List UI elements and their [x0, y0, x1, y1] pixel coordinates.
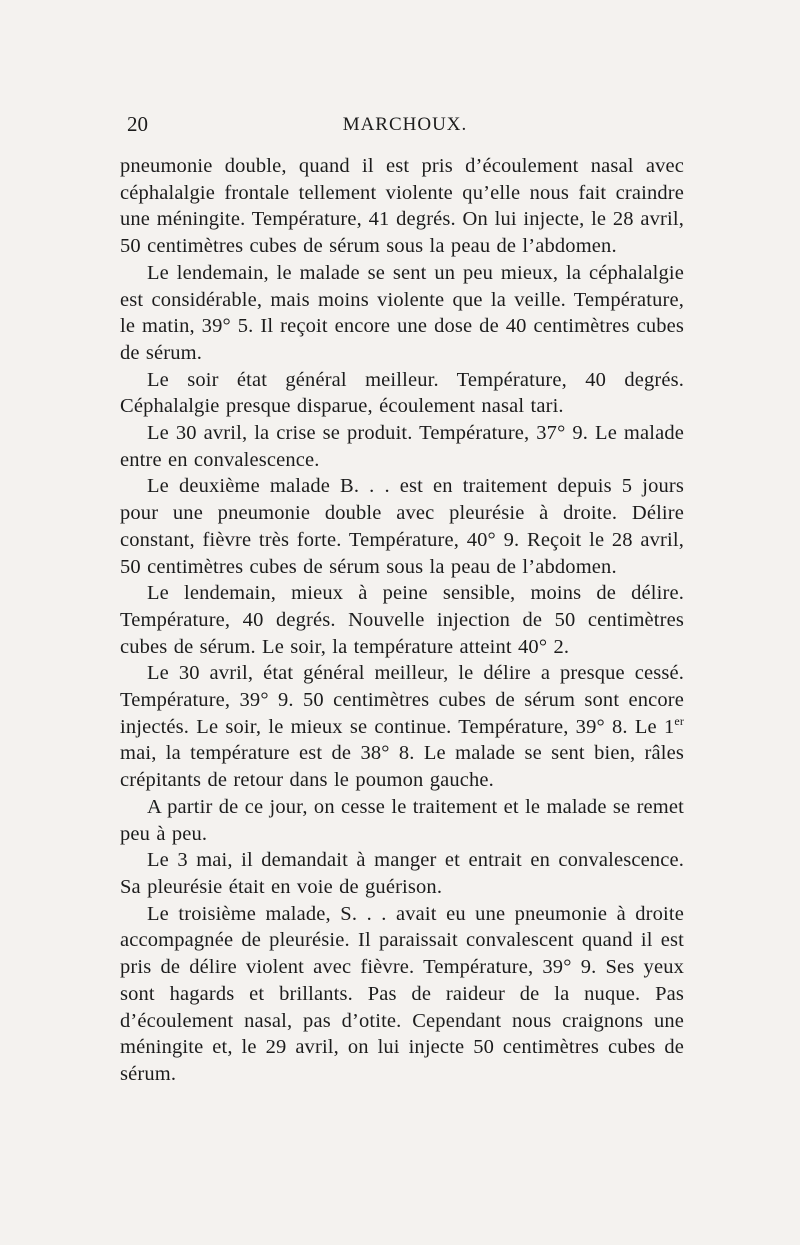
page-number: 20	[127, 112, 148, 136]
paragraph: Le troisième malade, S. . . avait eu une pneumonie à droite accompagnée de pleurésie. Il paraissait convalescent quand il est pris de délire violent avec fièvre. Température, 39° 9. Ses yeux sont hagards et brillants. Pas de raideur de la nuque. Pas d’écoulement nasal, pas d’otite. Cependant nous craignons une méningite et, le 29 avril, on lui injecte 50 centimètres cubes de sérum.	[120, 902, 684, 1085]
paragraph: Le lendemain, le malade se sent un peu mieux, la céphalalgie est considérable, mais moins violente que la veille. Température, le matin, 39° 5. Il reçoit encore une dose de 40 centimètres cubes de sérum.	[120, 261, 684, 364]
paragraph: Le soir état général meilleur. Température, 40 degrés. Céphalalgie presque disparue, écoulement nasal tari.	[120, 368, 684, 418]
page-header	[127, 112, 683, 146]
paragraph: Le lendemain, mieux à peine sensible, moins de délire. Température, 40 degrés. Nouvelle injection de 50 centimètres cubes de sérum. Le soir, la température atteint 40° 2.	[120, 582, 684, 658]
body-text	[120, 153, 684, 1088]
paragraph: Le 30 avril, état général meilleur, le délire a presque cessé. Température, 39° 9. 50 centimètres cubes de sérum sont encore injectés. Le soir, le mieux se continue. Température, 39° 8. Le 1er mai, la température est de 38° 8. Le malade se sent bien, râles crépitants de retour dans le poumon gauche.	[120, 662, 684, 792]
paragraph: Le 3 mai, il demandait à manger et entrait en convalescence. Sa pleurésie était en voie de guérison.	[120, 849, 684, 898]
paragraph: Le deuxième malade B. . . est en traitement depuis 5 jours pour une pneumonie double avec pleurésie à droite. Délire constant, fièvre très forte. Température, 40° 9. Reçoit le 28 avril, 50 centimètres cubes de sérum sous la peau de l’abdomen.	[120, 475, 684, 578]
paragraph: A partir de ce jour, on cesse le traitement et le malade se remet peu à peu.	[120, 795, 684, 845]
running-title: MARCHOUX.	[342, 114, 468, 135]
paragraph: pneumonie double, quand il est pris d’écoulement nasal avec céphalalgie frontale tellement violente qu’elle nous fait craindre une méningite. Température, 41 degrés. On lui injecte, le 28 avril, 50 centimètres cubes de sérum sous la peau de l’abdomen.	[120, 155, 684, 258]
paragraph: Le 30 avril, la crise se produit. Température, 37° 9. Le malade entre en convalescence.	[120, 422, 684, 471]
ordinal-superscript: er	[674, 713, 684, 728]
